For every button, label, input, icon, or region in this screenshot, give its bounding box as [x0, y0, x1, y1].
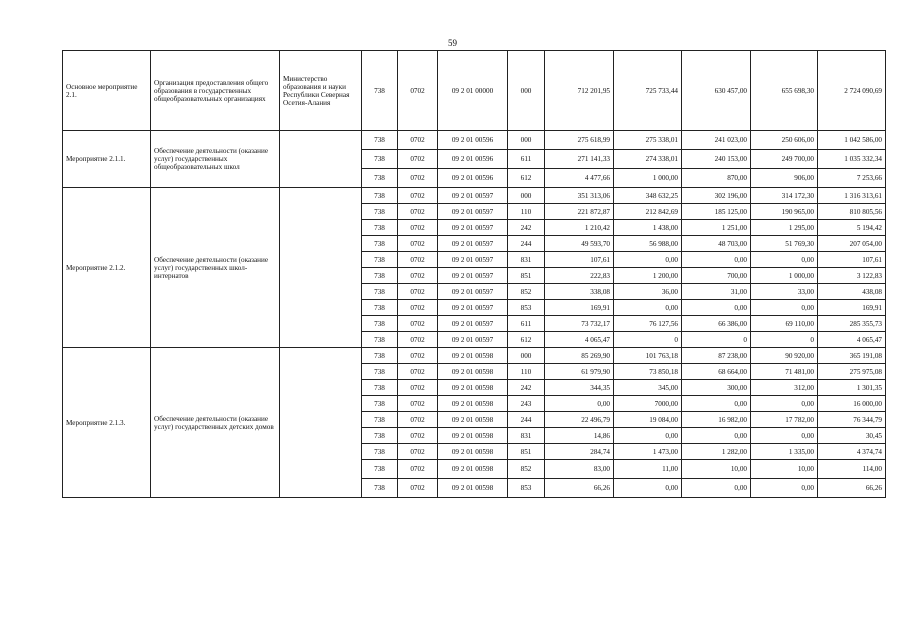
rzpr-cell: 0702: [398, 444, 438, 460]
vr-cell: 242: [508, 220, 545, 236]
vr-cell: 612: [508, 169, 545, 188]
year4-value-cell: 249 700,00: [751, 150, 818, 169]
measure-name-cell: Мероприятие 2.1.3.: [63, 348, 151, 498]
year2-value-cell: 1 000,00: [614, 169, 682, 188]
vr-cell: 852: [508, 284, 545, 300]
vr-cell: 000: [508, 131, 545, 150]
grbs-cell: 738: [362, 131, 398, 150]
year3-value-cell: 0,00: [682, 300, 751, 316]
year1-value-cell: 0,00: [545, 396, 614, 412]
total-value-cell: 5 194,42: [818, 220, 886, 236]
year1-value-cell: 275 618,99: [545, 131, 614, 150]
vr-cell: 853: [508, 479, 545, 498]
vr-cell: 110: [508, 364, 545, 380]
year3-value-cell: 0,00: [682, 396, 751, 412]
csr-cell: 09 2 01 00598: [438, 444, 508, 460]
rzpr-cell: 0702: [398, 204, 438, 220]
year4-value-cell: 1 295,00: [751, 220, 818, 236]
rzpr-cell: 0702: [398, 51, 438, 131]
year3-value-cell: 240 153,00: [682, 150, 751, 169]
grbs-cell: 738: [362, 204, 398, 220]
year3-value-cell: 68 664,00: [682, 364, 751, 380]
rzpr-cell: 0702: [398, 348, 438, 364]
grbs-cell: 738: [362, 479, 398, 498]
year1-value-cell: 271 141,33: [545, 150, 614, 169]
vr-cell: 851: [508, 268, 545, 284]
total-value-cell: 169,91: [818, 300, 886, 316]
rzpr-cell: 0702: [398, 460, 438, 479]
year3-value-cell: 870,00: [682, 169, 751, 188]
measure-description-cell: Организация предоставления общего образования в государственных общеобразовательных организациях: [151, 51, 280, 131]
csr-cell: 09 2 01 00597: [438, 204, 508, 220]
total-value-cell: 1 316 313,61: [818, 188, 886, 204]
year3-value-cell: 630 457,00: [682, 51, 751, 131]
csr-cell: 09 2 01 00597: [438, 236, 508, 252]
total-value-cell: 114,00: [818, 460, 886, 479]
rzpr-cell: 0702: [398, 236, 438, 252]
year1-value-cell: 73 732,17: [545, 316, 614, 332]
grbs-cell: 738: [362, 316, 398, 332]
year4-value-cell: 0,00: [751, 428, 818, 444]
year1-value-cell: 284,74: [545, 444, 614, 460]
year1-value-cell: 107,61: [545, 252, 614, 268]
year4-value-cell: 51 769,30: [751, 236, 818, 252]
year3-value-cell: 87 238,00: [682, 348, 751, 364]
vr-cell: 000: [508, 51, 545, 131]
year4-value-cell: 190 965,00: [751, 204, 818, 220]
rzpr-cell: 0702: [398, 412, 438, 428]
csr-cell: 09 2 01 00597: [438, 252, 508, 268]
total-value-cell: 207 054,00: [818, 236, 886, 252]
grbs-cell: 738: [362, 188, 398, 204]
year3-value-cell: 1 282,00: [682, 444, 751, 460]
year3-value-cell: 0: [682, 332, 751, 348]
rzpr-cell: 0702: [398, 396, 438, 412]
vr-cell: 110: [508, 204, 545, 220]
csr-cell: 09 2 01 00596: [438, 131, 508, 150]
grbs-cell: 738: [362, 150, 398, 169]
table-row: [63, 51, 886, 131]
vr-cell: 244: [508, 236, 545, 252]
total-value-cell: 1 301,35: [818, 380, 886, 396]
csr-cell: 09 2 01 00597: [438, 188, 508, 204]
year2-value-cell: 0,00: [614, 479, 682, 498]
csr-cell: 09 2 01 00598: [438, 428, 508, 444]
vr-cell: 831: [508, 252, 545, 268]
year1-value-cell: 169,91: [545, 300, 614, 316]
total-value-cell: 4 065,47: [818, 332, 886, 348]
year3-value-cell: 0,00: [682, 428, 751, 444]
grbs-cell: 738: [362, 428, 398, 444]
csr-cell: 09 2 01 00597: [438, 300, 508, 316]
csr-cell: 09 2 01 00598: [438, 364, 508, 380]
year2-value-cell: 19 084,00: [614, 412, 682, 428]
year4-value-cell: 655 698,30: [751, 51, 818, 131]
csr-cell: 09 2 01 00597: [438, 220, 508, 236]
total-value-cell: 107,61: [818, 252, 886, 268]
year4-value-cell: 17 782,00: [751, 412, 818, 428]
year3-value-cell: 700,00: [682, 268, 751, 284]
year3-value-cell: 31,00: [682, 284, 751, 300]
vr-cell: 611: [508, 150, 545, 169]
year4-value-cell: 69 110,00: [751, 316, 818, 332]
year2-value-cell: 1 438,00: [614, 220, 682, 236]
rzpr-cell: 0702: [398, 220, 438, 236]
grbs-cell: 738: [362, 444, 398, 460]
rzpr-cell: 0702: [398, 316, 438, 332]
grbs-cell: 738: [362, 412, 398, 428]
year1-value-cell: 22 496,79: [545, 412, 614, 428]
year4-value-cell: 250 606,00: [751, 131, 818, 150]
year4-value-cell: 0: [751, 332, 818, 348]
year4-value-cell: 90 920,00: [751, 348, 818, 364]
year2-value-cell: 0,00: [614, 252, 682, 268]
grbs-cell: 738: [362, 332, 398, 348]
total-value-cell: 285 355,73: [818, 316, 886, 332]
year4-value-cell: 0,00: [751, 252, 818, 268]
csr-cell: 09 2 01 00598: [438, 380, 508, 396]
csr-cell: 09 2 01 00597: [438, 268, 508, 284]
vr-cell: 000: [508, 188, 545, 204]
year3-value-cell: 185 125,00: [682, 204, 751, 220]
rzpr-cell: 0702: [398, 428, 438, 444]
measure-description-cell: Обеспечение деятельности (оказание услуг) государственных общеобразовательных школ: [151, 131, 280, 188]
year2-value-cell: 348 632,25: [614, 188, 682, 204]
vr-cell: 851: [508, 444, 545, 460]
total-value-cell: 3 122,83: [818, 268, 886, 284]
year1-value-cell: 61 979,90: [545, 364, 614, 380]
year2-value-cell: 345,00: [614, 380, 682, 396]
measure-description-cell: Обеспечение деятельности (оказание услуг) государственных школ-интернатов: [151, 188, 280, 348]
year1-value-cell: 4 065,47: [545, 332, 614, 348]
total-value-cell: 66,26: [818, 479, 886, 498]
rzpr-cell: 0702: [398, 188, 438, 204]
vr-cell: 852: [508, 460, 545, 479]
rzpr-cell: 0702: [398, 268, 438, 284]
total-value-cell: 76 344,79: [818, 412, 886, 428]
rzpr-cell: 0702: [398, 169, 438, 188]
year2-value-cell: 1 473,00: [614, 444, 682, 460]
vr-cell: 000: [508, 348, 545, 364]
year3-value-cell: 1 251,00: [682, 220, 751, 236]
year2-value-cell: 73 850,18: [614, 364, 682, 380]
rzpr-cell: 0702: [398, 332, 438, 348]
year4-value-cell: 1 335,00: [751, 444, 818, 460]
total-value-cell: 30,45: [818, 428, 886, 444]
year2-value-cell: 11,00: [614, 460, 682, 479]
year2-value-cell: 7000,00: [614, 396, 682, 412]
year1-value-cell: 221 872,87: [545, 204, 614, 220]
grbs-cell: 738: [362, 236, 398, 252]
vr-cell: 243: [508, 396, 545, 412]
year1-value-cell: 712 201,95: [545, 51, 614, 131]
year1-value-cell: 222,83: [545, 268, 614, 284]
measure-name-cell: Мероприятие 2.1.1.: [63, 131, 151, 188]
year1-value-cell: 85 269,90: [545, 348, 614, 364]
year4-value-cell: 33,00: [751, 284, 818, 300]
year4-value-cell: 1 000,00: [751, 268, 818, 284]
year3-value-cell: 300,00: [682, 380, 751, 396]
measure-name-cell: Мероприятие 2.1.2.: [63, 188, 151, 348]
year2-value-cell: 101 763,18: [614, 348, 682, 364]
year1-value-cell: 351 313,06: [545, 188, 614, 204]
grbs-cell: 738: [362, 396, 398, 412]
responsible-cell: Министерство образования и науки Республики Северная Осетия-Алания: [280, 51, 362, 131]
year1-value-cell: 338,08: [545, 284, 614, 300]
grbs-cell: 738: [362, 380, 398, 396]
grbs-cell: 738: [362, 364, 398, 380]
page-number: 59: [448, 38, 457, 48]
year3-value-cell: 241 023,00: [682, 131, 751, 150]
grbs-cell: 738: [362, 348, 398, 364]
year4-value-cell: 71 481,00: [751, 364, 818, 380]
year4-value-cell: 10,00: [751, 460, 818, 479]
year2-value-cell: 36,00: [614, 284, 682, 300]
csr-cell: 09 2 01 00598: [438, 460, 508, 479]
grbs-cell: 738: [362, 460, 398, 479]
year4-value-cell: 314 172,30: [751, 188, 818, 204]
year2-value-cell: 725 733,44: [614, 51, 682, 131]
rzpr-cell: 0702: [398, 284, 438, 300]
year4-value-cell: 0,00: [751, 300, 818, 316]
year1-value-cell: 14,86: [545, 428, 614, 444]
total-value-cell: 2 724 090,69: [818, 51, 886, 131]
rzpr-cell: 0702: [398, 300, 438, 316]
year3-value-cell: 302 196,00: [682, 188, 751, 204]
csr-cell: 09 2 01 00598: [438, 348, 508, 364]
rzpr-cell: 0702: [398, 252, 438, 268]
total-value-cell: 275 975,08: [818, 364, 886, 380]
year1-value-cell: 344,35: [545, 380, 614, 396]
year4-value-cell: 0,00: [751, 479, 818, 498]
year1-value-cell: 1 210,42: [545, 220, 614, 236]
year2-value-cell: 56 988,00: [614, 236, 682, 252]
year3-value-cell: 48 703,00: [682, 236, 751, 252]
table-row: [63, 188, 886, 204]
year3-value-cell: 66 386,00: [682, 316, 751, 332]
total-value-cell: 365 191,08: [818, 348, 886, 364]
total-value-cell: 438,08: [818, 284, 886, 300]
vr-cell: 242: [508, 380, 545, 396]
year2-value-cell: 0,00: [614, 428, 682, 444]
rzpr-cell: 0702: [398, 150, 438, 169]
rzpr-cell: 0702: [398, 364, 438, 380]
csr-cell: 09 2 01 00598: [438, 479, 508, 498]
total-value-cell: 7 253,66: [818, 169, 886, 188]
year3-value-cell: 0,00: [682, 479, 751, 498]
year2-value-cell: 275 338,01: [614, 131, 682, 150]
responsible-cell: [280, 348, 362, 498]
grbs-cell: 738: [362, 284, 398, 300]
vr-cell: 853: [508, 300, 545, 316]
csr-cell: 09 2 01 00597: [438, 316, 508, 332]
csr-cell: 09 2 01 00597: [438, 332, 508, 348]
table-row: [63, 348, 886, 364]
total-value-cell: 1 035 332,34: [818, 150, 886, 169]
year1-value-cell: 4 477,66: [545, 169, 614, 188]
total-value-cell: 1 042 586,00: [818, 131, 886, 150]
year4-value-cell: 312,00: [751, 380, 818, 396]
csr-cell: 09 2 01 00598: [438, 396, 508, 412]
grbs-cell: 738: [362, 51, 398, 131]
total-value-cell: 810 805,56: [818, 204, 886, 220]
grbs-cell: 738: [362, 169, 398, 188]
total-value-cell: 4 374,74: [818, 444, 886, 460]
year2-value-cell: 1 200,00: [614, 268, 682, 284]
rzpr-cell: 0702: [398, 479, 438, 498]
grbs-cell: 738: [362, 268, 398, 284]
measure-description-cell: Обеспечение деятельности (оказание услуг) государственных детских домов: [151, 348, 280, 498]
year1-value-cell: 83,00: [545, 460, 614, 479]
measure-name-cell: Основное мероприятие 2.1.: [63, 51, 151, 131]
year1-value-cell: 49 593,70: [545, 236, 614, 252]
year3-value-cell: 0,00: [682, 252, 751, 268]
rzpr-cell: 0702: [398, 131, 438, 150]
csr-cell: 09 2 01 00596: [438, 169, 508, 188]
grbs-cell: 738: [362, 300, 398, 316]
vr-cell: 831: [508, 428, 545, 444]
responsible-cell: [280, 131, 362, 188]
csr-cell: 09 2 01 00000: [438, 51, 508, 131]
csr-cell: 09 2 01 00596: [438, 150, 508, 169]
year4-value-cell: 0,00: [751, 396, 818, 412]
rzpr-cell: 0702: [398, 380, 438, 396]
csr-cell: 09 2 01 00597: [438, 284, 508, 300]
vr-cell: 244: [508, 412, 545, 428]
year2-value-cell: 76 127,56: [614, 316, 682, 332]
year3-value-cell: 16 982,00: [682, 412, 751, 428]
table-row: [63, 131, 886, 150]
year2-value-cell: 0,00: [614, 300, 682, 316]
total-value-cell: 16 000,00: [818, 396, 886, 412]
year1-value-cell: 66,26: [545, 479, 614, 498]
csr-cell: 09 2 01 00598: [438, 412, 508, 428]
year2-value-cell: 212 842,69: [614, 204, 682, 220]
year2-value-cell: 0: [614, 332, 682, 348]
responsible-cell: [280, 188, 362, 348]
vr-cell: 612: [508, 332, 545, 348]
grbs-cell: 738: [362, 252, 398, 268]
year2-value-cell: 274 338,01: [614, 150, 682, 169]
vr-cell: 611: [508, 316, 545, 332]
budget-table: [62, 50, 886, 498]
year4-value-cell: 906,00: [751, 169, 818, 188]
year3-value-cell: 10,00: [682, 460, 751, 479]
grbs-cell: 738: [362, 220, 398, 236]
